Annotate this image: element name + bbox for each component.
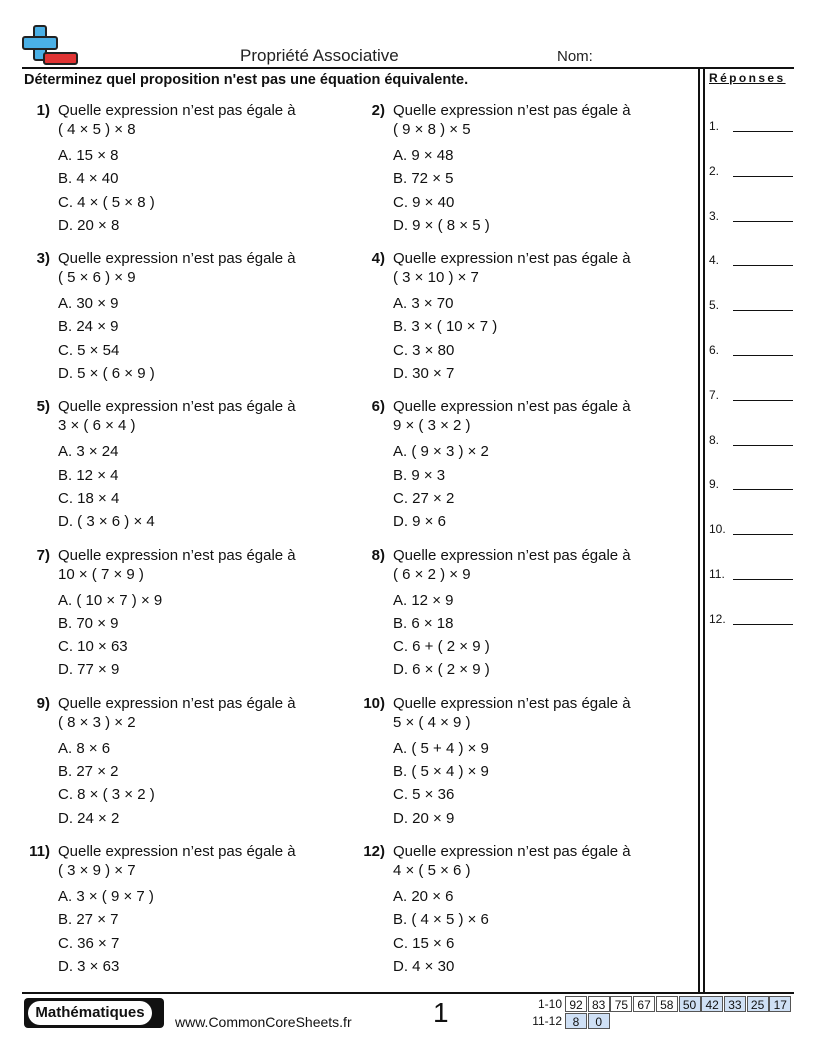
answer-option: D. 9 × ( 8 × 5 ) (393, 216, 490, 234)
answer-option: C. 27 × 2 (393, 489, 455, 507)
answer-row[interactable] (709, 164, 793, 178)
answer-row[interactable] (709, 522, 793, 536)
site-url[interactable]: www.CommonCoreSheets.fr (175, 1014, 352, 1030)
answer-option: C. 9 × 40 (393, 193, 455, 211)
score-cell: 25 (747, 996, 769, 1012)
answer-option: A. 30 × 9 (58, 295, 119, 313)
score-row-label: 11-12 (532, 1014, 562, 1028)
answer-option: B. 6 × 18 (393, 614, 454, 632)
answer-row[interactable] (709, 388, 793, 402)
answer-number: 2. (709, 163, 720, 178)
score-cell: 17 (769, 996, 791, 1012)
answer-number: 7. (709, 387, 720, 402)
answer-blank[interactable] (733, 355, 793, 356)
answer-column-divider (698, 67, 700, 992)
answer-blank[interactable] (733, 221, 793, 222)
problem-item (22, 101, 342, 241)
problem-number: 8) (371, 546, 385, 564)
answer-number: 10. (709, 522, 726, 537)
answer-option: B. 27 × 2 (58, 763, 119, 781)
answer-row[interactable] (709, 209, 793, 223)
answer-number: 12. (709, 611, 726, 626)
answer-option: A. ( 5 + 4 ) × 9 (393, 739, 489, 757)
answer-row[interactable] (709, 612, 793, 626)
answer-number: 6. (709, 343, 720, 357)
answer-option: B. 12 × 4 (58, 466, 119, 484)
score-row-label: 1-10 (537, 997, 562, 1011)
answer-option: B. 70 × 9 (58, 614, 119, 632)
score-cell: 83 (588, 996, 610, 1012)
problem-number: 6) (371, 398, 385, 416)
answer-option: A. 3 × 70 (393, 295, 454, 313)
answer-option: D. 20 × 8 (58, 216, 120, 234)
answer-option: B. 9 × 3 (393, 466, 446, 484)
answer-option: A. 12 × 9 (393, 591, 454, 609)
problem-expression: ( 5 × 6 ) × 9 (58, 269, 136, 287)
problem-question: Quelle expression n’est pas égale à (393, 843, 631, 860)
answer-row[interactable] (709, 298, 793, 312)
answer-option: C. 18 × 4 (58, 489, 120, 507)
problem-question: Quelle expression n’est pas égale à (393, 250, 631, 268)
problem-number: 12) (363, 843, 385, 860)
answer-option: C. 36 × 7 (58, 934, 120, 952)
problem-expression: 9 × ( 3 × 2 ) (393, 417, 471, 435)
answer-option: A. 20 × 6 (393, 888, 454, 905)
problem-item (22, 694, 342, 834)
answer-option: D. 4 × 30 (393, 957, 455, 975)
problem-item (22, 249, 342, 389)
problem-question: Quelle expression n’est pas égale à (58, 694, 296, 712)
answer-number: 4. (709, 253, 720, 268)
problem-item (22, 842, 342, 982)
answer-option: D. 77 × 9 (58, 661, 120, 679)
problem-expression: ( 8 × 3 ) × 2 (58, 713, 136, 731)
problem-expression: ( 4 × 5 ) × 8 (58, 121, 136, 138)
problem-question: Quelle expression n’est pas égale à (393, 398, 631, 416)
answer-row[interactable] (709, 477, 793, 491)
problem-expression: ( 3 × 9 ) × 7 (58, 862, 136, 879)
brand-badge (24, 998, 164, 1028)
problem-item (22, 546, 342, 686)
answer-option: B. 24 × 9 (58, 318, 119, 336)
answer-option: C. 15 × 6 (393, 934, 455, 952)
page-number: 1 (433, 997, 449, 1028)
problem-question: Quelle expression n’est pas égale à (58, 250, 296, 268)
answer-option: C. 3 × 80 (393, 341, 455, 359)
answer-option: C. 10 × 63 (58, 638, 128, 656)
answer-option: D. 9 × 6 (393, 513, 446, 531)
problem-question: Quelle expression n’est pas égale à (58, 546, 296, 564)
answer-blank[interactable] (733, 176, 793, 177)
answer-number: 1. (709, 119, 720, 133)
problem-number: 3) (36, 250, 50, 268)
answer-option: A. 3 × ( 9 × 7 ) (58, 888, 154, 905)
answer-option: B. ( 4 × 5 ) × 6 (393, 911, 489, 929)
problem-expression: ( 3 × 10 ) × 7 (393, 269, 479, 287)
answer-option: B. ( 5 × 4 ) × 9 (393, 763, 489, 781)
answer-option: D. 5 × ( 6 × 9 ) (58, 365, 155, 383)
instructions: Déterminez quel proposition n'est pas une équation équivalente. (24, 72, 469, 88)
problem-expression: 5 × ( 4 × 9 ) (393, 713, 471, 731)
footer-divider (22, 992, 794, 994)
problem-expression: 4 × ( 5 × 6 ) (393, 862, 471, 879)
answer-option: D. 6 × ( 2 × 9 ) (393, 661, 490, 679)
answer-option: A. 3 × 24 (58, 443, 119, 461)
answer-option: B. 27 × 7 (58, 911, 119, 929)
answer-option: C. 6 + ( 2 × 9 ) (393, 638, 490, 656)
answer-blank[interactable] (733, 445, 793, 446)
answer-blank[interactable] (733, 400, 793, 401)
score-cell: 75 (610, 996, 632, 1012)
answer-option: C. 8 × ( 3 × 2 ) (58, 786, 155, 804)
problem-item (22, 397, 342, 537)
problem-number: 10) (363, 694, 385, 712)
answer-option: B. 3 × ( 10 × 7 ) (393, 318, 498, 336)
answer-row[interactable] (709, 119, 793, 133)
brand-label: Mathématiques (28, 1001, 152, 1025)
answer-option: D. 24 × 2 (58, 809, 120, 827)
answer-row[interactable] (709, 433, 793, 447)
answer-blank[interactable] (733, 131, 793, 132)
answer-option: B. 72 × 5 (393, 170, 454, 188)
answer-number: 5. (709, 298, 720, 313)
answer-option: C. 5 × 36 (393, 786, 455, 804)
answer-row[interactable] (709, 343, 793, 357)
problem-number: 2) (371, 102, 385, 119)
answer-blank[interactable] (733, 310, 793, 311)
problem-item (357, 397, 677, 537)
answer-option: D. 3 × 63 (58, 957, 120, 975)
problem-item (357, 842, 677, 982)
problem-item (357, 249, 677, 389)
answers-title: Réponses (709, 71, 786, 85)
answer-option: A. 9 × 48 (393, 147, 454, 164)
problem-question: Quelle expression n’est pas égale à (393, 694, 631, 712)
problem-expression: ( 9 × 8 ) × 5 (393, 121, 471, 138)
score-cell: 92 (565, 996, 587, 1012)
answer-option: A. ( 10 × 7 ) × 9 (58, 591, 163, 609)
problem-expression: ( 6 × 2 ) × 9 (393, 565, 471, 583)
problem-question: Quelle expression n’est pas égale à (58, 843, 296, 860)
problem-number: 4) (371, 250, 385, 268)
problem-item (357, 694, 677, 834)
answer-option: C. 5 × 54 (58, 341, 120, 359)
answer-number: 11. (709, 567, 725, 581)
problem-expression: 10 × ( 7 × 9 ) (58, 565, 144, 583)
problem-number: 1) (36, 102, 50, 119)
answer-column-divider (703, 67, 705, 992)
problem-expression: 3 × ( 6 × 4 ) (58, 417, 136, 435)
answer-blank[interactable] (733, 579, 793, 580)
problem-item (357, 546, 677, 686)
score-cell: 50 (679, 996, 701, 1012)
answer-option: A. 15 × 8 (58, 147, 119, 164)
score-cell: 8 (565, 1013, 587, 1029)
answer-option: B. 4 × 40 (58, 170, 119, 188)
answer-blank[interactable] (733, 624, 793, 625)
answer-blank[interactable] (733, 489, 793, 490)
problem-number: 7) (36, 546, 50, 564)
answer-option: A. ( 9 × 3 ) × 2 (393, 443, 489, 461)
answer-option: D. ( 3 × 6 ) × 4 (58, 513, 155, 531)
problem-number: 9) (36, 694, 50, 712)
plus-minus-logo-icon (22, 24, 78, 68)
problem-question: Quelle expression n’est pas égale à (393, 546, 631, 564)
page-title: Propriété Associative (240, 46, 399, 65)
problem-question: Quelle expression n’est pas égale à (58, 398, 296, 416)
answer-option: C. 4 × ( 5 × 8 ) (58, 193, 155, 211)
answer-blank[interactable] (733, 265, 793, 266)
problem-item (357, 101, 677, 241)
problem-number: 5) (36, 398, 50, 416)
score-cell: 0 (588, 1013, 610, 1029)
answer-option: A. 8 × 6 (58, 739, 111, 757)
score-cell: 42 (701, 996, 723, 1012)
answer-number: 9. (709, 477, 720, 492)
score-cell: 58 (656, 996, 678, 1012)
answer-row[interactable] (709, 567, 793, 581)
answer-row[interactable] (709, 253, 793, 267)
problem-number: 11) (29, 843, 50, 860)
header-divider (22, 67, 794, 69)
problem-question: Quelle expression n’est pas égale à (393, 102, 631, 119)
answer-option: D. 20 × 9 (393, 809, 455, 827)
score-cell: 33 (724, 996, 746, 1012)
name-label: Nom: (557, 48, 593, 65)
answer-number: 3. (709, 208, 720, 223)
answer-blank[interactable] (733, 534, 793, 535)
answer-option: D. 30 × 7 (393, 365, 455, 383)
answer-number: 8. (709, 432, 720, 447)
problem-question: Quelle expression n’est pas égale à (58, 102, 296, 119)
score-cell: 67 (633, 996, 655, 1012)
